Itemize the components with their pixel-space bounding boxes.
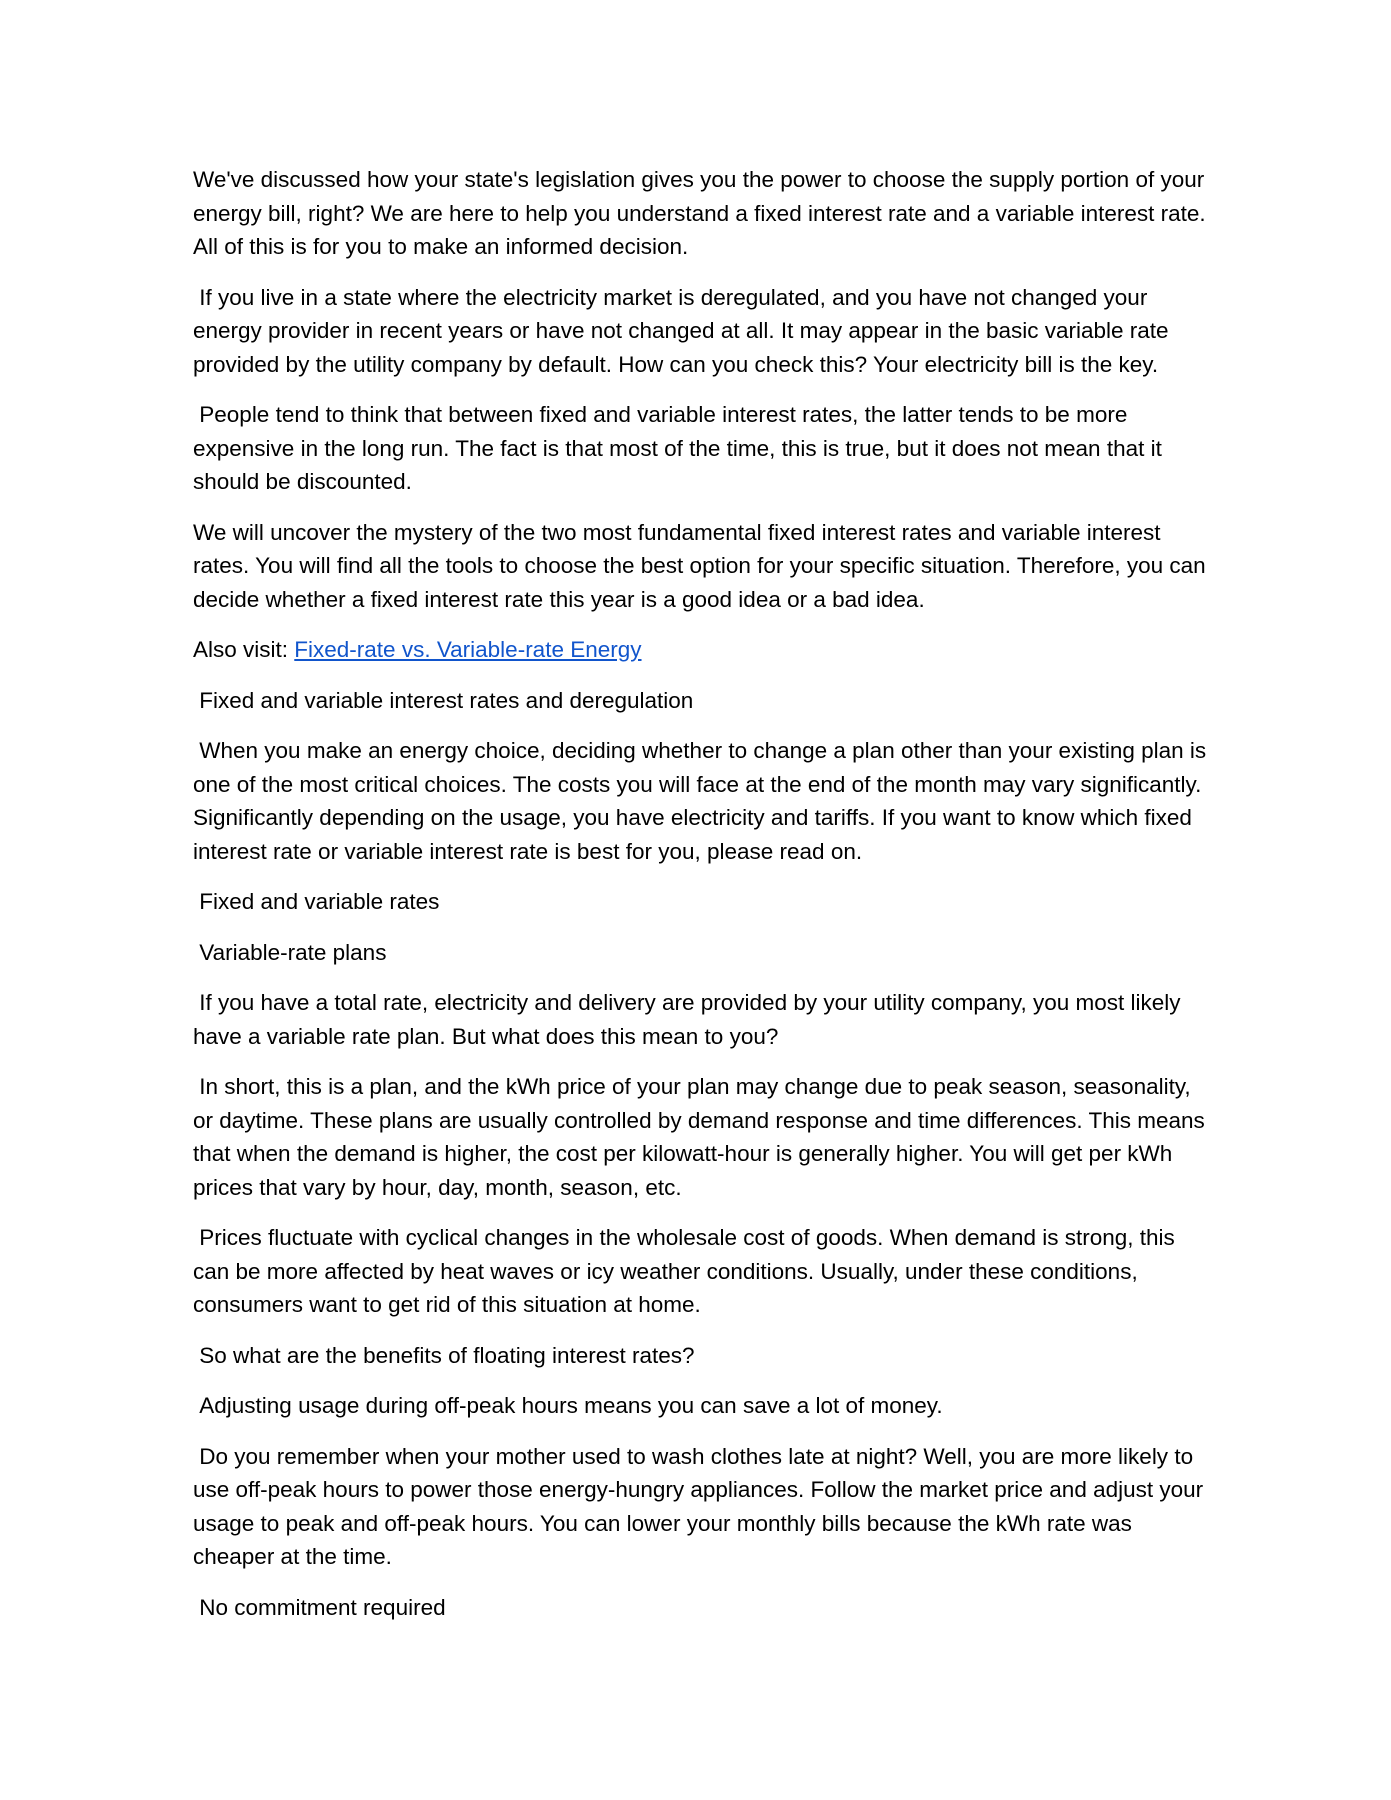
paragraph-total-rate: If you have a total rate, electricity and delivery are provided by your utility company, you most likely have a variable rate plan. But what does this mean to you?	[193, 990, 1187, 1049]
paragraph-in-short: In short, this is a plan, and the kWh price of your plan may change due to peak season, seasonality, or daytime. These plans are usually controlled by demand response and time differences. This means that when the demand is higher, the cost per kilowatt-hour is generally higher. You will get per kWh prices that vary by hour, day, month, season, etc.	[193, 1074, 1212, 1200]
paragraph-off-peak: Adjusting usage during off-peak hours means you can save a lot of money.	[193, 1393, 943, 1418]
paragraph-deregulated-state: If you live in a state where the electricity market is deregulated, and you have not changed your energy provider in recent years or have not changed at all. It may appear in the basic variable rate provided by the utility company by default. How can you check this? Your electricity bill is the key.	[193, 284, 1175, 377]
paragraph-prices-fluctuate: Prices fluctuate with cyclical changes in the wholesale cost of goods. When demand is strong, this can be more affected by heat waves or icy weather conditions. Usually, under these conditions, consumers want to get rid of this situation at home.	[193, 1225, 1182, 1317]
also-visit-line	[193, 633, 1213, 667]
heading-deregulation: Fixed and variable interest rates and deregulation	[193, 687, 694, 713]
paragraph-mother-laundry: Do you remember when your mother used to wash clothes late at night? Well, you are more likely to use off-peak hours to power those energy-hungry appliances. Follow the market price and adjust your usage to peak and off-peak hours. You can lower your monthly bills because the kWh rate was cheaper at the time.	[193, 1443, 1210, 1569]
paragraph-people-think: People tend to think that between fixed and variable interest rates, the latter tends to be more expensive in the long run. The fact is that most of the time, this is true, but it does not mean that it should be discounted.	[193, 402, 1169, 494]
heading-benefits: So what are the benefits of floating interest rates?	[193, 1342, 695, 1368]
document-body	[193, 163, 1213, 1641]
heading-fixed-variable-rates: Fixed and variable rates	[193, 889, 440, 914]
heading-no-commitment: No commitment required	[193, 1594, 446, 1620]
paragraph-intro: We've discussed how your state's legislation gives you the power to choose the supply portion of your energy bill, right? We are here to help you understand a fixed interest rate and a variable interest rate. All of this is for you to make an informed decision.	[193, 167, 1211, 259]
fixed-vs-variable-link[interactable]: Fixed-rate vs. Variable-rate Energy	[294, 637, 642, 662]
heading-variable-rate-plans: Variable-rate plans	[193, 939, 387, 965]
also-visit-prefix: Also visit:	[193, 637, 295, 662]
paragraph-energy-choice: When you make an energy choice, deciding whether to change a plan other than your existing plan is one of the most critical choices. The costs you will face at the end of the month may vary significantly. Significantly depending on the usage, you have electricity and tariffs. If you want to know which fixed interest rate or variable interest rate is best for you, please read on.	[193, 738, 1213, 864]
paragraph-uncover-mystery: We will uncover the mystery of the two most fundamental fixed interest rates and variable interest rates. You will find all the tools to choose the best option for your specific situation. Therefore, you can decide whether a fixed interest rate this year is a good idea or a bad idea.	[193, 519, 1212, 612]
